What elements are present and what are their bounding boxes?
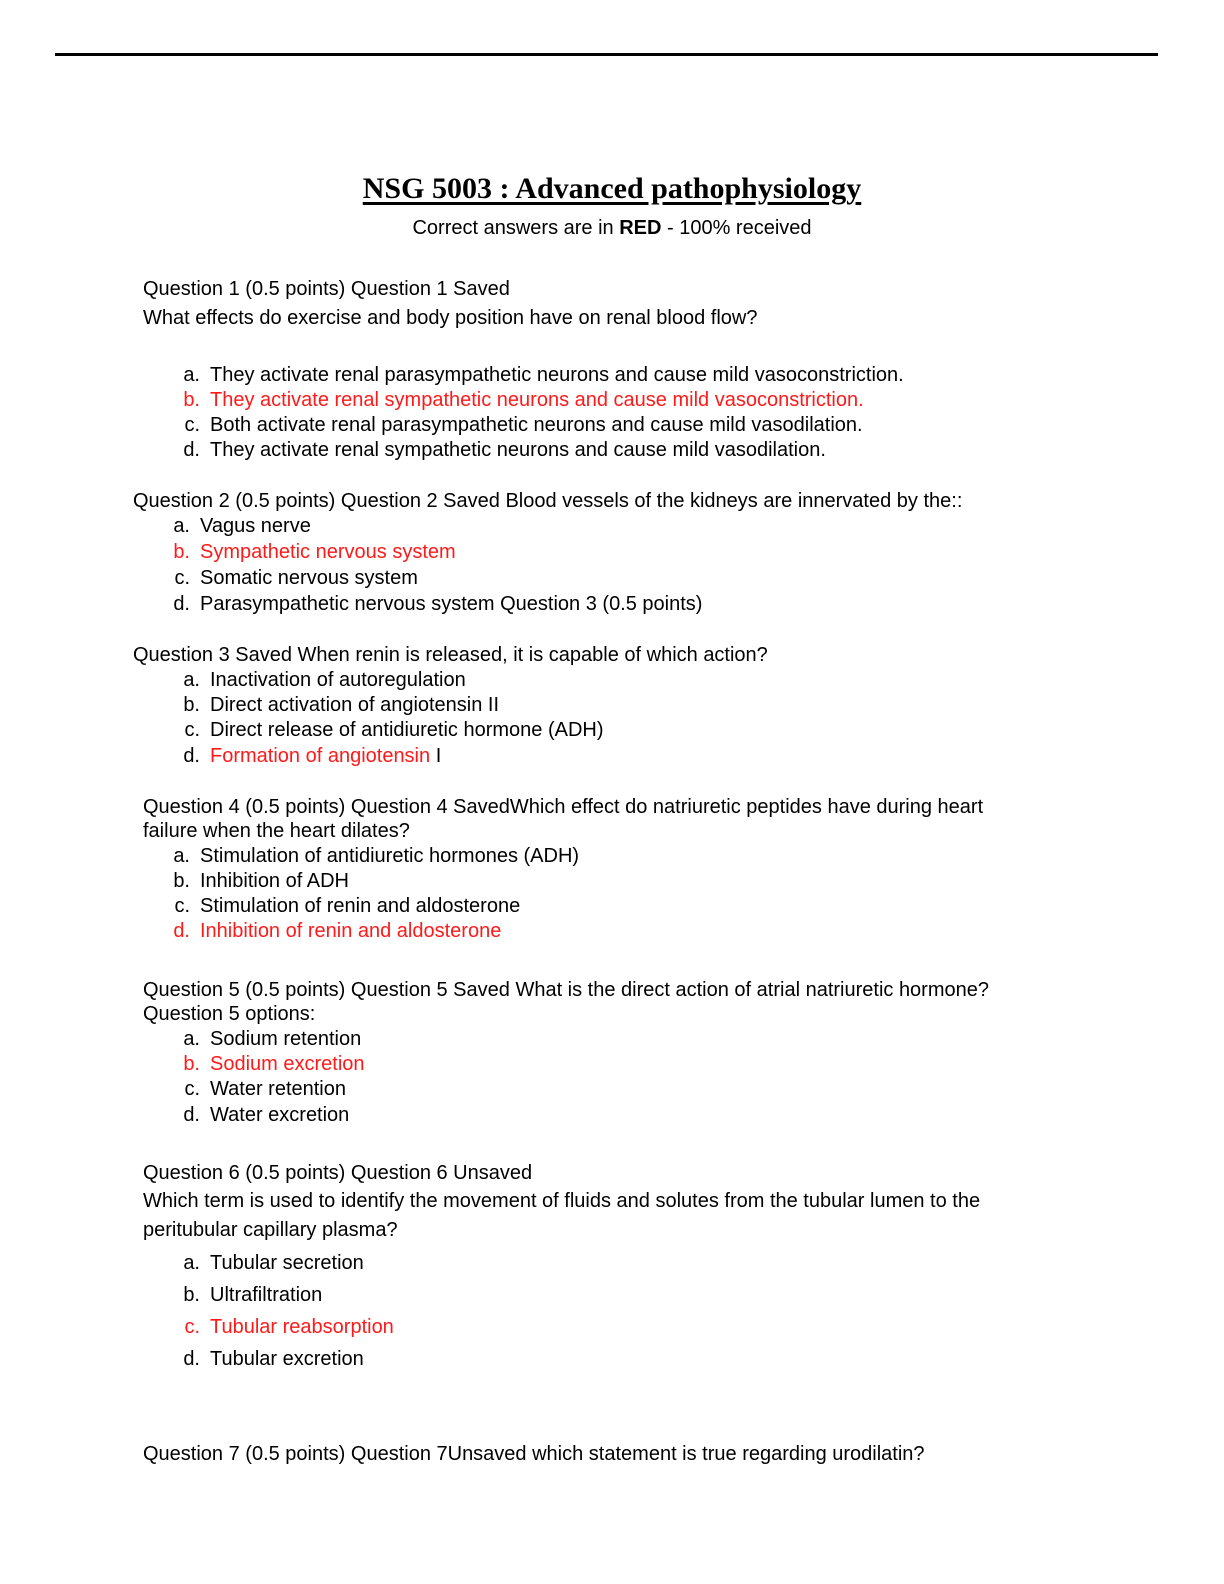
top-rule	[55, 53, 1158, 56]
question-2-option-a: a. Vagus nerve	[173, 515, 311, 537]
question-5-option-c: c. Water retention	[184, 1078, 346, 1100]
page-subtitle: Correct answers are in RED - 100% received	[412, 217, 812, 239]
question-6-option-b: b. Ultrafiltration	[183, 1284, 323, 1306]
question-6-header: Question 6 (0.5 points) Question 6 Unsaved	[143, 1162, 533, 1184]
question-1-option-c: c. Both activate renal parasympathetic neurons and cause mild vasodilation.	[184, 414, 863, 436]
question-7-header: Question 7 (0.5 points) Question 7Unsaved which statement is true regarding urodilatin?	[143, 1443, 925, 1465]
question-5-option-a: a. Sodium retention	[183, 1028, 362, 1050]
question-4-option-b: b. Inhibition of ADH	[173, 870, 349, 892]
question-4-option-c: c. Stimulation of renin and aldosterone	[174, 895, 521, 917]
question-1-option-a: a. They activate renal parasympathetic neurons and cause mild vasoconstriction.	[183, 364, 904, 386]
question-6-option-d: d. Tubular excretion	[183, 1348, 364, 1370]
question-1-option-b-correct: b. They activate renal sympathetic neurons and cause mild vasoconstriction.	[183, 389, 864, 411]
question-5-options-label: Question 5 options:	[143, 1003, 316, 1025]
question-2-option-b-correct: b. Sympathetic nervous system	[173, 541, 456, 563]
subtitle-red-word: RED	[619, 217, 662, 239]
question-6-prompt-line-2: peritubular capillary plasma?	[143, 1219, 398, 1241]
question-3-option-b: b. Direct activation of angiotensin II	[183, 694, 500, 716]
question-5-header: Question 5 (0.5 points) Question 5 Saved What is the direct action of atrial natriuretic hormone?	[143, 979, 989, 1001]
question-1-option-d: d. They activate renal sympathetic neurons and cause mild vasodilation.	[183, 439, 826, 461]
question-6-prompt-line-1: Which term is used to identify the movement of fluids and solutes from the tubular lumen to the	[143, 1190, 981, 1212]
question-2-option-d: d. Parasympathetic nervous system Question 3 (0.5 points)	[173, 593, 703, 615]
question-1-prompt: What effects do exercise and body position have on renal blood flow?	[143, 307, 758, 329]
question-3-option-a: a. Inactivation of autoregulation	[183, 669, 466, 691]
question-4-header: Question 4 (0.5 points) Question 4 SavedWhich effect do natriuretic peptides have during heart	[143, 796, 984, 818]
question-3-header: Question 3 Saved When renin is released, it is capable of which action?	[133, 644, 768, 666]
question-6-option-c-correct: c. Tubular reabsorption	[184, 1316, 394, 1338]
page-title: NSG 5003 : Advanced pathophysiology	[362, 172, 862, 205]
question-1-header: Question 1 (0.5 points) Question 1 Saved	[143, 278, 510, 300]
question-3-option-d-correct: d. Formation of angiotensin I	[183, 745, 442, 767]
question-5-option-b-correct: b. Sodium excretion	[183, 1053, 365, 1075]
question-5-option-d: d. Water excretion	[183, 1104, 350, 1126]
question-4-option-d-correct: d. Inhibition of renin and aldosterone	[173, 920, 502, 942]
question-3-option-c: c. Direct release of antidiuretic hormone (ADH)	[184, 719, 604, 741]
question-6-option-a: a. Tubular secretion	[183, 1252, 364, 1274]
question-4-prompt: failure when the heart dilates?	[143, 820, 410, 842]
question-2-header: Question 2 (0.5 points) Question 2 Saved Blood vessels of the kidneys are innervated by the::	[133, 490, 963, 512]
question-2-option-c: c. Somatic nervous system	[174, 567, 418, 589]
question-4-option-a: a. Stimulation of antidiuretic hormones (ADH)	[173, 845, 580, 867]
